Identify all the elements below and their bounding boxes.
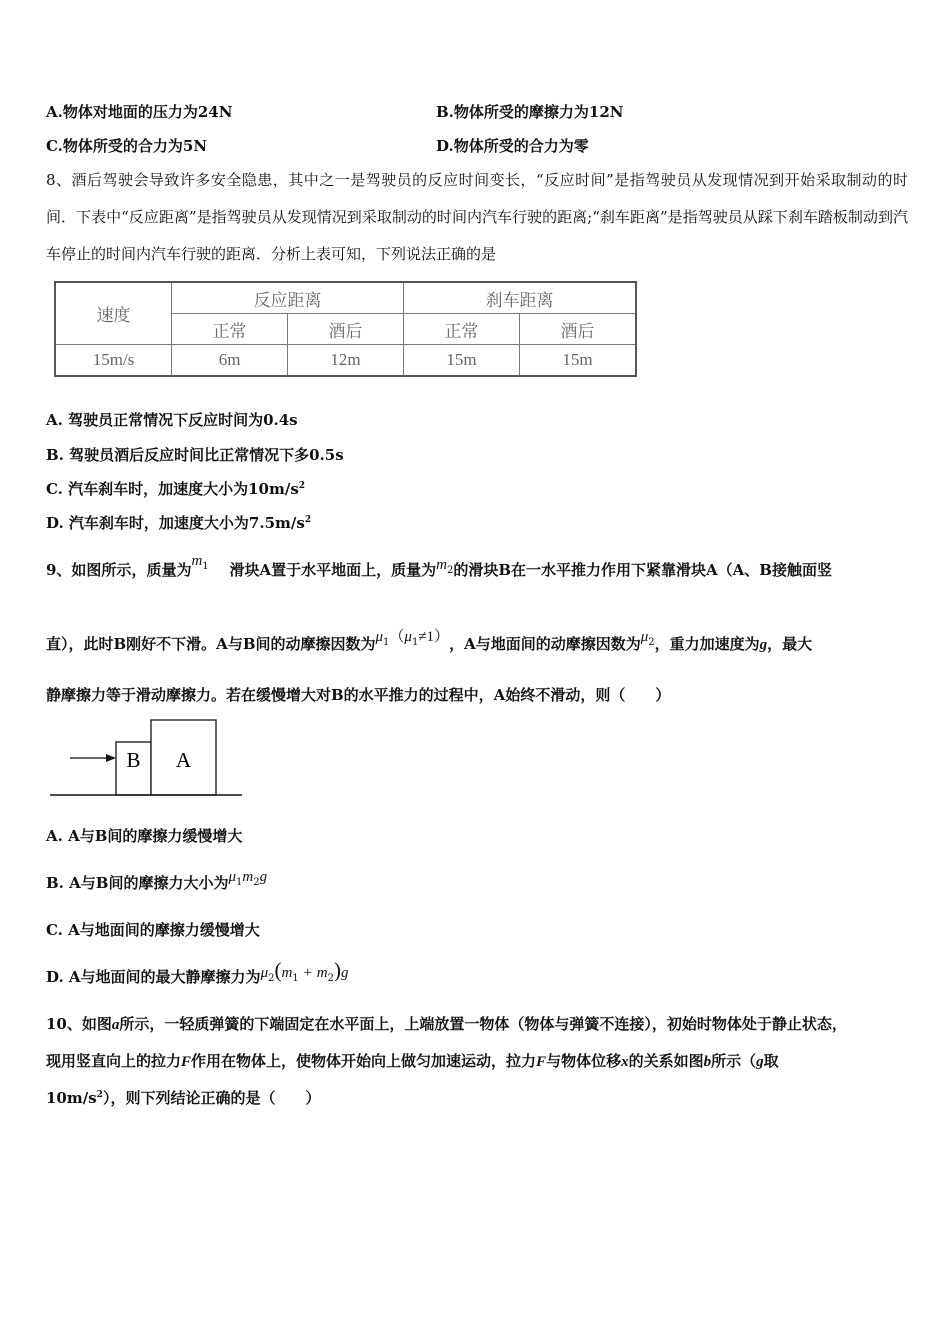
table-header-normal: 正常 <box>172 314 288 345</box>
q8-option-b: B. 驾驶员酒后反应时间比正常情况下多0.5s <box>46 446 344 464</box>
table-header-speed: 速度 <box>55 282 172 345</box>
table-header-brake: 刹车距离 <box>404 282 637 314</box>
table-cell: 12m <box>288 345 404 377</box>
q9-line-2: 直），此时B刚好不下滑。A与B间的动摩擦因数为$\mu_1(\mu_1\ne 1)$，A与地面间的动摩擦因数为$\mu_2$，重力加速度为g，最大 <box>46 627 813 653</box>
q9-option-b: B. A与B间的摩擦力大小为$\mu_1m_2g$ <box>46 873 267 894</box>
q8-option-a: A. 驾驶员正常情况下反应时间为0.4s <box>46 411 298 429</box>
q7-option-c: C.物体所受的合力为5N <box>46 137 208 155</box>
formula-mu2-m1-plus-m2-g: $\mu_2(m_1 + m_2)g$ <box>260 958 349 984</box>
q9-option-a: A. A与B间的摩擦力缓慢增大 <box>46 827 243 845</box>
q9-option-c: C. A与地面间的摩擦力缓慢增大 <box>46 921 260 939</box>
q10-line-2: 现用竖直向上的拉力F作用在物体上，使物体开始向上做匀加速运动，拉力F与物体位移x的关系如图b所示（g取 <box>46 1052 779 1070</box>
block-b-label: B <box>126 748 141 772</box>
q9-line-1: 9、如图所示，质量为$m_1$ 滑块A置于水平地面上，质量为$m_2$的滑块B在一水平推力作用下紧靠滑块A（A、B接触面竖 <box>46 560 832 581</box>
table-header-drunk: 酒后 <box>519 314 636 345</box>
q8-table <box>54 281 637 377</box>
q8-stem: 8、酒后驾驶会导致许多安全隐患，其中之一是驾驶员的反应时间变长，“反应时间”是指驾驶员从发现情况到开始采取制动的时间．下表中“反应距离”是指驾驶员从发现情况到采取制动的时间内汽车行驶的距离;“刹车距离”是指驾驶员从踩下刹车踏板制动到汽车停止的时间内汽车行驶的距离．分析上表可知，下列说法正确的是 <box>46 171 908 263</box>
table-cell: 6m <box>172 345 288 377</box>
q9-option-d: D. A与地面间的最大静摩擦力为$\mu_2(m_1 + m_2)g$ <box>46 958 349 986</box>
push-arrow-head <box>106 754 116 762</box>
formula-mu1-condition: $(\mu_1\ne 1)$ <box>389 627 450 648</box>
q8-option-c: C. 汽车刹车时，加速度大小为$10m/s^2$ <box>46 480 306 498</box>
block-a-label: A <box>175 748 192 772</box>
table-cell: 15m/s <box>55 345 172 377</box>
q7-option-d: D.物体所受的合力为零 <box>436 137 589 155</box>
table-header-normal: 正常 <box>404 314 520 345</box>
formula-mu1-m2-g: $\mu_1m_2g$ <box>228 869 268 888</box>
table-cell: 15m <box>404 345 520 377</box>
q9-line-3: 静摩擦力等于滑动摩擦力。若在缓慢增大对B的水平推力的过程中，A始终不滑动，则（ ） <box>46 686 671 704</box>
formula-mu2: $\mu_2$ <box>640 629 655 648</box>
formula-m1: $m_1$ <box>191 553 209 572</box>
q7-option-b: B.物体所受的摩擦力为12N <box>436 103 624 121</box>
table-cell: 15m <box>519 345 636 377</box>
q9-figure <box>46 716 246 800</box>
q8-option-d: D. 汽车刹车时，加速度大小为$7.5m/s^2$ <box>46 514 312 532</box>
q10-line-1: 10、如图a所示，一轻质弹簧的下端固定在水平面上，上端放置一物体（物体与弹簧不连接），初始时物体处于静止状态， <box>46 1015 847 1033</box>
formula-m2: $m_2$ <box>436 557 454 576</box>
table-header-drunk: 酒后 <box>288 314 404 345</box>
table-header-reaction: 反应距离 <box>172 282 404 314</box>
q7-option-a: A.物体对地面的压力为24N <box>46 103 233 121</box>
q10-line-3: $10m/s^2$），则下列结论正确的是（ ） <box>46 1089 321 1107</box>
formula-mu1: $\mu_1$ <box>375 629 390 648</box>
